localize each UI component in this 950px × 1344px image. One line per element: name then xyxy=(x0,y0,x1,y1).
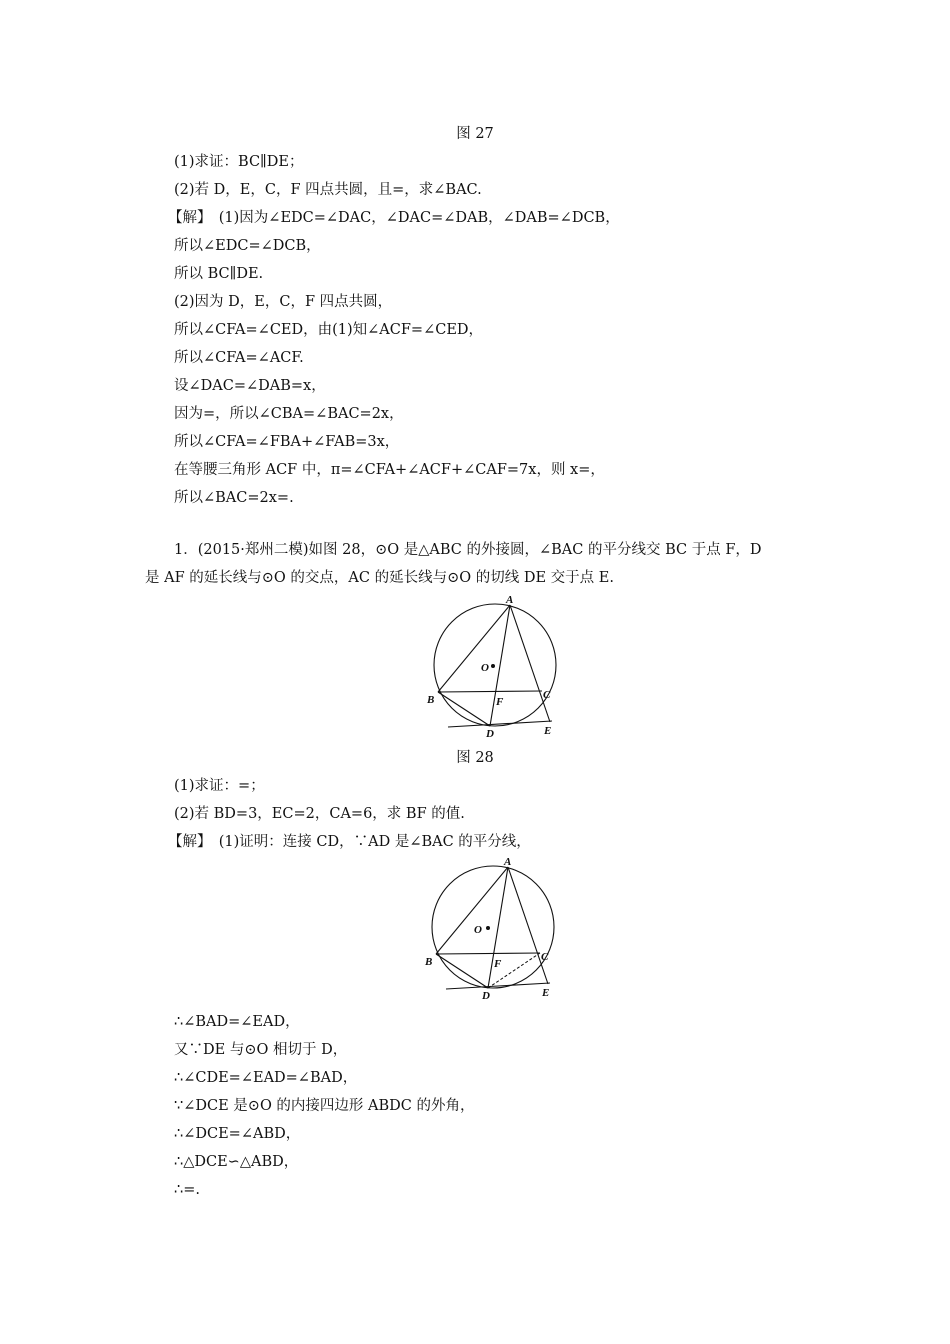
label-c: C xyxy=(543,689,551,701)
segment-bc xyxy=(438,691,542,692)
label-o: O xyxy=(481,662,489,674)
solution-1-line-6: 所以∠CFA=∠ACF. xyxy=(174,350,304,366)
label-b: B xyxy=(427,694,435,706)
solution-1-line-5: 所以∠CFA=∠CED，由(1)知∠ACF=∠CED， xyxy=(174,322,484,338)
solution-1-line-11: 所以∠BAC=2x=. xyxy=(174,490,294,506)
problem-1-part-2: (2)若 BD=3，EC=2，CA=6，求 BF 的值. xyxy=(174,806,465,822)
label-d-2: D xyxy=(482,990,490,1002)
label-f-2: F xyxy=(494,958,502,970)
center-point-o xyxy=(491,664,495,668)
solution-2-line-3: 又∵DE 与⊙O 相切于 D， xyxy=(174,1042,348,1058)
question-part-1: (1)求证：BC∥DE； xyxy=(174,154,304,170)
solution-1-line-4: (2)因为 D，E，C，F 四点共圆， xyxy=(174,294,393,310)
figure-28-diagram-with-cd xyxy=(418,858,568,1003)
problem-1-line-2: 是 AF 的延长线与⊙O 的交点，AC 的延长线与⊙O 的切线 DE 交于点 E. xyxy=(145,570,614,586)
label-b-2: B xyxy=(425,956,433,968)
label-c-2: C xyxy=(541,951,549,963)
figure-28-caption: 图 28 xyxy=(456,750,494,766)
label-a: A xyxy=(506,596,514,606)
solution-1-line-10: 在等腰三角形 ACF 中，π=∠CFA+∠ACF+∠CAF=7x，则 x=， xyxy=(174,462,605,478)
solution-2-line-6: ∴∠DCE=∠ABD， xyxy=(174,1126,301,1142)
solution-1-line-3: 所以 BC∥DE. xyxy=(174,266,264,282)
label-o-2: O xyxy=(474,924,482,936)
segment-ab xyxy=(438,605,510,692)
solution-1-line-8: 因为=，所以∠CBA=∠BAC=2x， xyxy=(174,406,404,422)
solution-2-line-2: ∴∠BAD=∠EAD， xyxy=(174,1014,300,1030)
segment-bd xyxy=(438,692,490,726)
solution-2-line-1: 【解】 (1)证明：连接 CD，∵AD 是∠BAC 的平分线， xyxy=(168,834,531,850)
problem-1-line-1: 1．(2015·郑州二模)如图 28，⊙O 是△ABC 的外接圆，∠BAC 的平分线交 BC 于点 F，D xyxy=(174,542,762,558)
question-part-2: (2)若 D，E，C，F 四点共圆，且=，求∠BAC. xyxy=(174,182,482,198)
solution-2-line-8: ∴=. xyxy=(174,1182,200,1198)
segment-ae xyxy=(510,605,550,722)
solution-1-line-2: 所以∠EDC=∠DCB， xyxy=(174,238,321,254)
solution-1-line-7: 设∠DAC=∠DAB=x， xyxy=(174,378,326,394)
segment-bd-2 xyxy=(436,954,488,988)
label-e-2: E xyxy=(542,987,550,999)
segment-bc-2 xyxy=(436,953,540,954)
solution-2-line-4: ∴∠CDE=∠EAD=∠BAD， xyxy=(174,1070,358,1086)
segment-ab-2 xyxy=(436,867,508,954)
solution-2-line-7: ∴△DCE∽△ABD， xyxy=(174,1154,299,1170)
solution-1-line-9: 所以∠CFA=∠FBA+∠FAB=3x， xyxy=(174,434,400,450)
label-a-2: A xyxy=(504,858,512,868)
label-d: D xyxy=(486,728,494,740)
problem-1-part-1: (1)求证：=； xyxy=(174,778,265,794)
label-e: E xyxy=(544,725,552,737)
label-f: F xyxy=(496,696,504,708)
center-point-o-2 xyxy=(486,926,490,930)
figure-28-diagram xyxy=(420,596,570,741)
solution-1-line-1: 【解】 (1)因为∠EDC=∠DAC，∠DAC=∠DAB，∠DAB=∠DCB， xyxy=(168,210,620,226)
solution-2-line-5: ∵∠DCE 是⊙O 的内接四边形 ABDC 的外角， xyxy=(174,1098,475,1114)
segment-ae-2 xyxy=(508,867,548,984)
figure-27-caption: 图 27 xyxy=(456,126,494,142)
